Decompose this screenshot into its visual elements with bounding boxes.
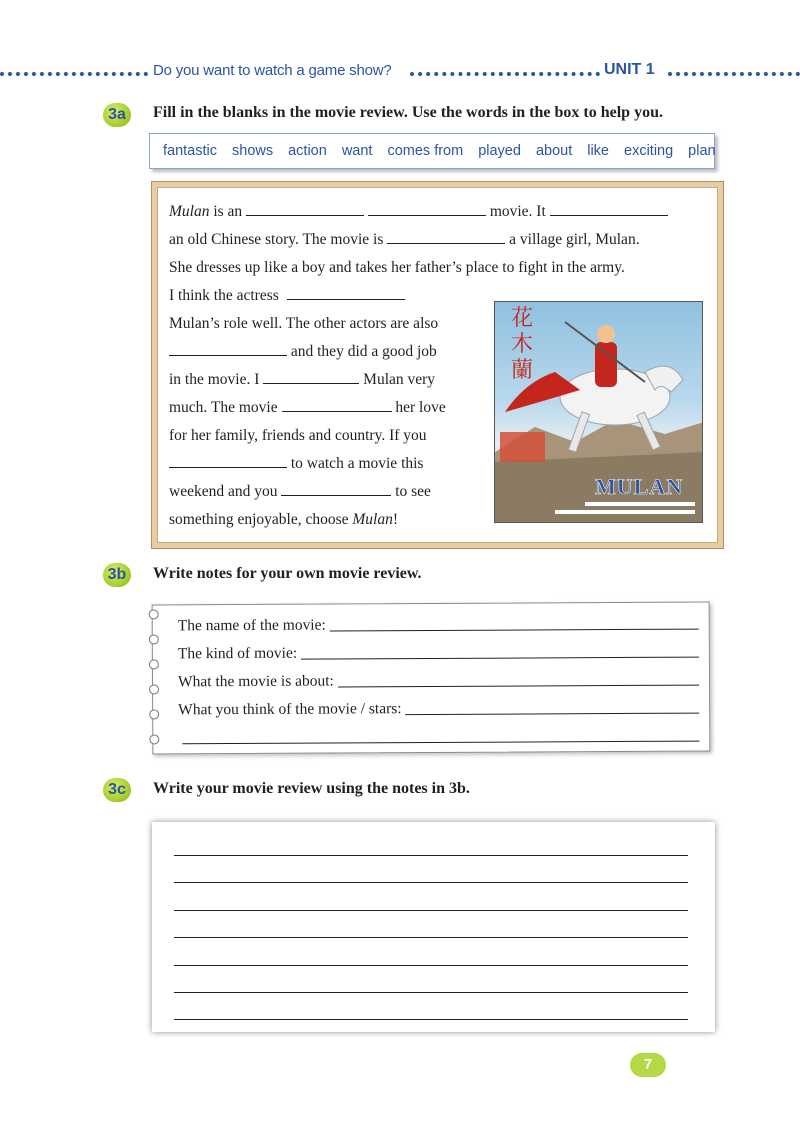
writing-line (174, 1019, 688, 1020)
blank-3[interactable] (550, 202, 668, 216)
note-label: What the movie is about: (177, 672, 334, 691)
review-line: Mulan is an movie. It (169, 202, 668, 222)
review-line: She dresses up like a boy and takes her father’s place to fight in the army. (169, 259, 625, 276)
page-header (0, 62, 800, 84)
blank-5[interactable] (287, 286, 405, 300)
header-dots-middle (410, 72, 600, 76)
review-line: for her family, friends and country. If you (169, 427, 427, 444)
note-extra-line[interactable] (178, 723, 699, 748)
writing-area[interactable] (152, 822, 715, 1032)
header-dots-right (668, 72, 800, 76)
word-box-item: about (535, 143, 573, 159)
writing-line (174, 937, 688, 938)
section-badge-3c: 3c (103, 778, 131, 802)
word-box-item: shows (232, 143, 274, 159)
binder-ring-icon (149, 634, 159, 644)
note-label: What you think of the movie / stars: (178, 700, 402, 719)
review-line: and they did a good job (169, 342, 437, 362)
review-passage (157, 187, 718, 543)
binder-ring-icon (149, 609, 159, 619)
header-dots-left (0, 72, 148, 76)
mulan-poster-image (494, 301, 703, 523)
page-number: 7 (630, 1053, 666, 1077)
word-box-item: comes from (387, 143, 464, 159)
writing-line (174, 855, 688, 856)
notes-card (152, 602, 711, 755)
section-badge-3a: 3a (103, 103, 131, 127)
note-movie-opinion[interactable] (178, 695, 699, 720)
poster-english-title: MULAN (595, 474, 684, 499)
binder-ring-icon (149, 734, 159, 744)
word-box (149, 133, 715, 169)
blank-9[interactable] (169, 454, 287, 468)
note-label: The kind of movie: (177, 644, 298, 663)
review-line: in the movie. I Mulan very (169, 371, 436, 388)
word-box-item: played (478, 143, 521, 159)
review-line: something enjoyable, choose Mulan! (169, 511, 399, 528)
review-line: weekend and you to see (169, 483, 431, 500)
word-box-item: fantastic (163, 143, 217, 159)
review-line: I think the actress (169, 286, 405, 306)
note-movie-kind[interactable] (178, 639, 699, 664)
instruction-3b: Write notes for your own movie review. (153, 565, 422, 582)
header-title: Do you want to watch a game show? (153, 62, 392, 79)
poster-chinese-title: 花木蘭 (510, 306, 533, 383)
word-box-item: want (341, 143, 373, 159)
note-movie-name[interactable] (178, 611, 699, 636)
blank-8[interactable] (282, 398, 392, 412)
note-movie-about[interactable] (178, 667, 699, 692)
blank-7[interactable] (263, 370, 359, 384)
unit-label: UNIT 1 (604, 61, 655, 78)
word-box-item: action (288, 143, 327, 159)
writing-line (174, 992, 688, 993)
instruction-3a: Fill in the blanks in the movie review. Use the words in the box to help you. (153, 104, 663, 121)
review-line: to watch a movie this (169, 454, 423, 474)
review-line: an old Chinese story. The movie is a village girl, Mulan. (169, 231, 640, 248)
word-box-item: plan (688, 143, 716, 159)
blank-4[interactable] (387, 230, 505, 244)
blank-2[interactable] (368, 202, 486, 216)
binder-ring-icon (149, 659, 159, 669)
instruction-3c: Write your movie review using the notes in 3b. (153, 780, 470, 797)
review-line: much. The movie her love (169, 399, 446, 416)
word-box-item: like (587, 143, 609, 159)
writing-line (174, 910, 688, 911)
note-label: The name of the movie: (177, 616, 326, 635)
blank-10[interactable] (281, 482, 391, 496)
review-line: Mulan’s role well. The other actors are also (169, 315, 439, 332)
binder-ring-icon (149, 684, 159, 694)
word-box-item: exciting (624, 143, 674, 159)
writing-line (174, 965, 688, 966)
writing-line (174, 882, 688, 883)
blank-6[interactable] (169, 342, 287, 356)
blank-1[interactable] (246, 202, 364, 216)
section-badge-3b: 3b (103, 563, 131, 587)
review-frame (151, 181, 724, 549)
binder-ring-icon (149, 709, 159, 719)
